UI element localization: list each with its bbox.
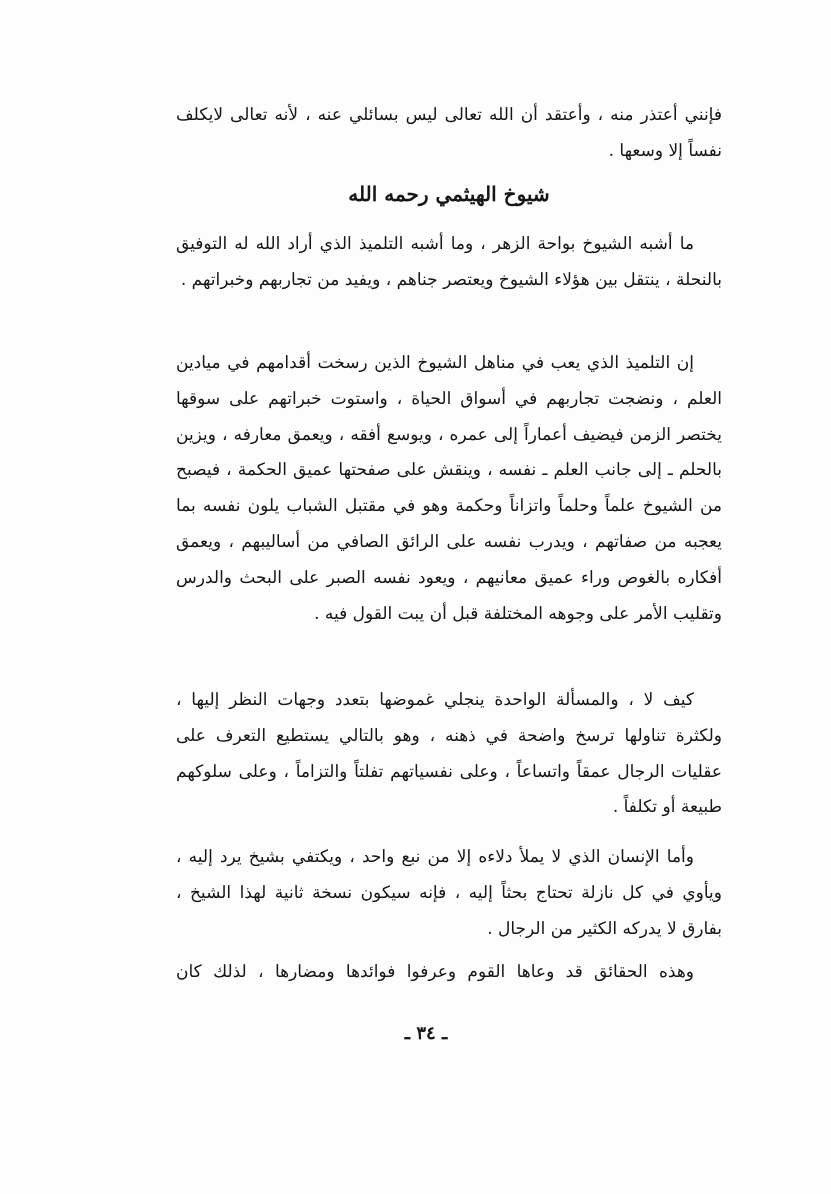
paragraph-text: ما أشبه الشيوخ بواحة الزهر ، وما أشبه التلميذ الذي أراد الله له التوفيق بالنحلة ، ينتقل بين هؤلاء الشيوخ ويعتصر جناهم ، ويفيد من تجاربهم وخبراتهم . <box>176 234 722 290</box>
paragraph-text: وهذه الحقائق قد وعاها القوم وعرفوا فوائدها ومضارها ، لذلك كان <box>176 962 694 982</box>
page-number: ـ ٣٤ ـ <box>404 1023 448 1044</box>
paragraph-5 <box>176 955 722 991</box>
paragraph-2 <box>176 346 722 632</box>
paragraph-1 <box>176 227 722 299</box>
paragraph-3 <box>176 683 722 826</box>
section-heading: شيوخ الهيثمي رحمه الله <box>348 182 550 206</box>
intro-paragraph <box>176 98 722 170</box>
paragraph-4 <box>176 840 722 947</box>
paragraph-text: وأما الإنسان الذي لا يملأ دلاءه إلا من نبع واحد ، ويكتفي بشيخ يرد إليه ، ويأوي في كل نازلة تحتاج بحثاً إليه ، فإنه سيكون نسخة ثانية لهذا الشيخ ، بفارق لا يدركه الكثير من الرجال . <box>176 847 722 939</box>
paragraph-text: إن التلميذ الذي يعب في مناهل الشيوخ الذين رسخت أقدامهم في ميادين العلم ، ونضجت تجاربهم في أسواق الحياة ، واستوت خبراتهم على سوقها يختصر الزمن فيضيف أعماراً إلى عمره ، ويوسع أفقه ، ويعمق معارفه ، ويزين بالحلم ـ إلى جانب العلم ـ نفسه ، وينقش على صفحتها عميق الحكمة ، فيصبح من الشيوخ علماً وحلماً واتزاناً وحكمة وهو في مقتبل الشباب يلون نفسه بما يعجبه من صفاتهم ، ويدرب نفسه على الرائق الصافي من أساليبهم ، ويعمق أفكاره بالغوص وراء عميق معانيهم ، ويعود نفسه الصبر على البحث والدرس وتقليب الأمر على وجوهه المختلفة قبل أن يبت القول فيه . <box>176 353 722 624</box>
intro-text: فإنني أعتذر منه ، وأعتقد أن الله تعالى ليس بسائلي عنه ، لأنه تعالى لايكلف نفساً إلا وسعها . <box>176 105 722 161</box>
paragraph-text: كيف لا ، والمسألة الواحدة ينجلي غموضها بتعدد وجهات النظر إليها ، ولكثرة تناولها ترسخ واضحة في ذهنه ، وهو بالتالي يستطيع التعرف على عقليات الرجال عمقاً واتساعاً ، وعلى نفسياتهم تفلتاً والتزاماً ، وعلى سلوكهم طبيعة أو تكلفاً . <box>176 690 722 818</box>
